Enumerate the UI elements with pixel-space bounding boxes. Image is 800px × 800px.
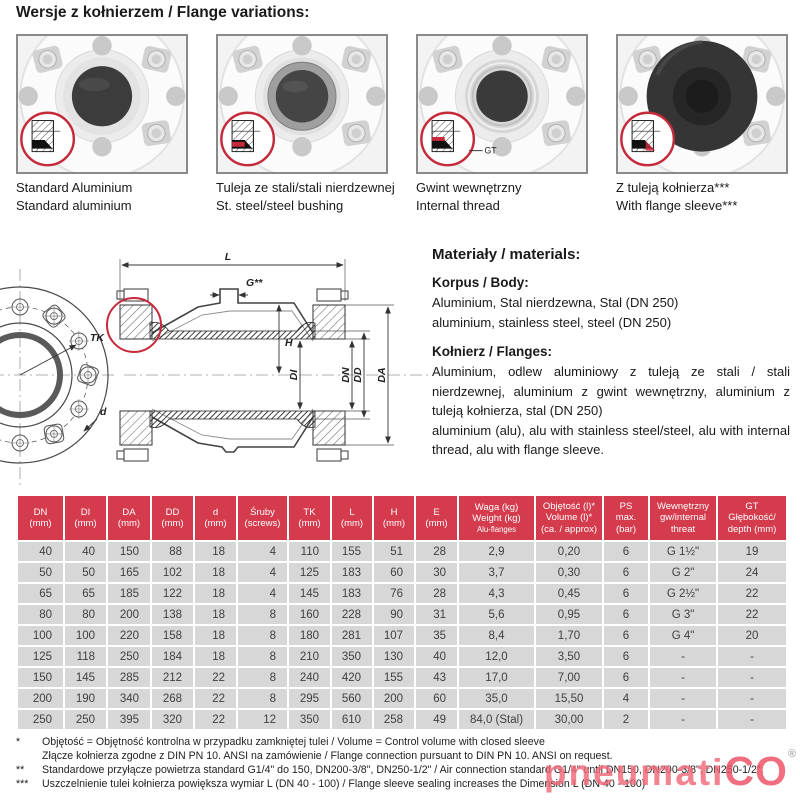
table-cell: 155 <box>332 542 372 561</box>
footnote-text: Uszczelnienie tulei kołnierza powiększa wymiar L (DN 40 - 100) / Flange sleeve sealing increases the Dimension L (DN 40 - 100) <box>42 778 646 791</box>
table-cell: 125 <box>289 563 330 582</box>
table-cell: 100 <box>65 626 106 645</box>
table-cell: 184 <box>152 647 193 666</box>
header-cell: Wewnętrzny gw/internal threat <box>650 496 716 540</box>
table-cell: 110 <box>289 542 330 561</box>
variation-card-bushing <box>216 34 395 214</box>
header-cell: DA (mm) <box>108 496 150 540</box>
table-cell: 240 <box>289 668 330 687</box>
table-cell: 18 <box>195 563 236 582</box>
table-cell: 212 <box>152 668 193 687</box>
table-cell: 190 <box>65 689 106 708</box>
header-cell: H (mm) <box>374 496 414 540</box>
footnote-text: Złącze kołnierza zgodne z DIN PN 10. ANSI na zamówienie / Flange connection pursuant to DIN PN 10. ANSI on request. <box>42 750 613 763</box>
table-cell: 7,00 <box>536 668 602 687</box>
table-cell: G 3" <box>650 605 716 624</box>
table-cell: - <box>718 710 786 729</box>
table-cell: 50 <box>18 563 63 582</box>
table-cell: - <box>650 668 716 687</box>
spec-table-body <box>18 542 786 729</box>
table-cell: 0,45 <box>536 584 602 603</box>
spec-table <box>16 494 788 731</box>
table-cell: 145 <box>65 668 106 687</box>
table-cell: 30,00 <box>536 710 602 729</box>
table-cell: 158 <box>152 626 193 645</box>
brand-logo-text: pneumati <box>543 752 725 793</box>
table-cell: 560 <box>332 689 372 708</box>
table-cell: 40 <box>65 542 106 561</box>
table-cell: 250 <box>18 710 63 729</box>
table-cell: 138 <box>152 605 193 624</box>
caption-en: Internal thread <box>416 197 500 213</box>
table-cell: 90 <box>374 605 414 624</box>
flange-variations-row <box>16 34 788 214</box>
header-cell: E (mm) <box>416 496 457 540</box>
section-detail-icon <box>421 113 473 165</box>
caption-en: Standard aluminium <box>16 197 132 213</box>
footnote-marker: ** <box>16 764 25 777</box>
table-cell: - <box>650 647 716 666</box>
table-cell: 12 <box>238 710 287 729</box>
table-cell: 100 <box>18 626 63 645</box>
table-cell: G 2" <box>650 563 716 582</box>
table-cell: 8 <box>238 668 287 687</box>
table-cell: 183 <box>332 563 372 582</box>
table-cell: 3,7 <box>459 563 534 582</box>
table-cell: 0,95 <box>536 605 602 624</box>
table-cell: 8 <box>238 647 287 666</box>
table-cell: 160 <box>289 605 330 624</box>
table-cell: 125 <box>18 647 63 666</box>
footnote-text: Standardowe przyłącze powietrza standard G1/4" do 150, DN200-3/8", DN250-1/2" / Air connection standard G1/4" until DN150, DN200-3/8", DN250-1/2". <box>42 764 764 777</box>
table-cell: 0,30 <box>536 563 602 582</box>
table-row <box>18 605 786 624</box>
table-cell: 19 <box>718 542 786 561</box>
table-cell: 6 <box>604 542 648 561</box>
table-cell: 220 <box>108 626 150 645</box>
table-cell: 88 <box>152 542 193 561</box>
section-detail-icon <box>621 113 673 165</box>
table-cell: 18 <box>195 647 236 666</box>
table-cell: 40 <box>416 647 457 666</box>
table-cell: 8 <box>238 689 287 708</box>
caption-pl: Gwint wewnętrzny <box>416 180 522 195</box>
table-cell: - <box>718 668 786 687</box>
table-cell: 183 <box>332 584 372 603</box>
header-cell: PS max. (bar) <box>604 496 648 540</box>
caption-pl: Z tuleją kołnierza*** <box>616 180 730 195</box>
dim-label-dn: DN <box>340 367 352 383</box>
table-cell: 18 <box>195 605 236 624</box>
table-cell: 350 <box>289 710 330 729</box>
table-cell: 4 <box>238 563 287 582</box>
dim-label-da: DA <box>376 367 388 383</box>
flange-photo-standard-aluminium <box>16 34 188 174</box>
flange-photo-bushing-image <box>218 36 386 172</box>
table-cell: 250 <box>108 647 150 666</box>
table-cell: 258 <box>374 710 414 729</box>
brand-logo <box>544 748 796 795</box>
table-cell: G 1½" <box>650 542 716 561</box>
flange-photo-flange-sleeve <box>616 34 788 174</box>
table-cell: 6 <box>604 668 648 687</box>
header-cell: Waga (kg) Weight (kg) Alu-flanges <box>459 496 534 540</box>
table-cell: 228 <box>332 605 372 624</box>
dim-label-d: d <box>100 406 107 418</box>
table-cell: 24 <box>718 563 786 582</box>
dim-label-dd: DD <box>352 367 364 383</box>
table-cell: 4 <box>604 689 648 708</box>
table-cell: 51 <box>374 542 414 561</box>
caption-en: With flange sleeve*** <box>616 197 738 213</box>
variation-card-thread <box>416 34 588 214</box>
materials-section <box>432 246 790 460</box>
dim-label-l: L <box>224 251 232 263</box>
table-cell: 122 <box>152 584 193 603</box>
table-cell: 8,4 <box>459 626 534 645</box>
table-cell: G 4" <box>650 626 716 645</box>
table-cell: 40 <box>18 542 63 561</box>
table-cell: 6 <box>604 647 648 666</box>
table-cell: 22 <box>195 710 236 729</box>
table-cell: 6 <box>604 563 648 582</box>
flange-photo-internal-thread <box>416 34 588 174</box>
table-cell: 15,50 <box>536 689 602 708</box>
table-cell: 320 <box>152 710 193 729</box>
table-cell: G 2½" <box>650 584 716 603</box>
table-cell: 150 <box>108 542 150 561</box>
table-cell: 200 <box>18 689 63 708</box>
table-row <box>18 563 786 582</box>
table-cell: 145 <box>289 584 330 603</box>
table-cell: 610 <box>332 710 372 729</box>
table-cell: 6 <box>604 584 648 603</box>
table-cell: 200 <box>374 689 414 708</box>
table-cell: 200 <box>108 605 150 624</box>
table-cell: 2 <box>604 710 648 729</box>
flange-photo-thread-image <box>418 36 586 172</box>
table-cell: 18 <box>195 542 236 561</box>
table-cell: 65 <box>65 584 106 603</box>
flanges-materials-pl: Aluminium, odlew aluminiowy z tuleją ze stali / stali nierdzewnej, aluminium z gwint wewnętrzny, aluminium z tuleją kołnierza, stal (DN 250) <box>432 364 790 418</box>
table-cell: 22 <box>195 689 236 708</box>
table-cell: 350 <box>332 647 372 666</box>
table-cell: 84,0 (Stal) <box>459 710 534 729</box>
table-row <box>18 647 786 666</box>
table-cell: 281 <box>332 626 372 645</box>
materials-title: Materiały / materials: <box>432 246 581 263</box>
table-cell: 107 <box>374 626 414 645</box>
flange-photo-sleeve-image <box>618 36 786 172</box>
table-cell: - <box>650 710 716 729</box>
footnote-marker: *** <box>16 778 29 791</box>
table-cell: 155 <box>374 668 414 687</box>
table-cell: 210 <box>289 647 330 666</box>
table-cell: 185 <box>108 584 150 603</box>
table-cell: 12,0 <box>459 647 534 666</box>
table-cell: 50 <box>65 563 106 582</box>
footnote-text: Objętość = Objętność kontrolna w przypadku zamkniętej tulei / Volume = Control volume with closed sleeve <box>42 736 545 748</box>
page-title: Wersje z kołnierzem / Flange variations: <box>16 4 310 21</box>
table-cell: 76 <box>374 584 414 603</box>
body-materials-pl: Aluminium, Stal nierdzewna, Stal (DN 250) <box>432 295 679 310</box>
table-cell: 22 <box>718 605 786 624</box>
header-cell: GT Głębokość/ depth (mm) <box>718 496 786 540</box>
dim-label-tk: TK <box>90 332 104 344</box>
table-row <box>18 689 786 708</box>
table-cell: 165 <box>108 563 150 582</box>
footnote-marker <box>16 749 42 763</box>
table-cell: 22 <box>718 584 786 603</box>
table-cell: 22 <box>195 668 236 687</box>
table-cell: 2,9 <box>459 542 534 561</box>
flanges-materials-en: aluminium (alu), alu with stainless steel/steel, alu with internal thread, alu with flange sleeve. <box>432 422 790 457</box>
caption-pl: Tuleja ze stali/stali nierdzewnej <box>216 180 395 195</box>
table-cell: 250 <box>65 710 106 729</box>
table-cell: 80 <box>65 605 106 624</box>
table-row <box>18 584 786 603</box>
section-detail-icon <box>21 113 73 165</box>
table-cell: 6 <box>604 605 648 624</box>
header-cell: Śruby (screws) <box>238 496 287 540</box>
table-cell: 1,70 <box>536 626 602 645</box>
dim-label-di: DI <box>288 369 300 381</box>
table-cell: 180 <box>289 626 330 645</box>
table-cell: 65 <box>18 584 63 603</box>
table-cell: - <box>718 689 786 708</box>
table-cell: 31 <box>416 605 457 624</box>
table-cell: 80 <box>18 605 63 624</box>
flange-photo-steel-bushing <box>216 34 388 174</box>
table-row <box>18 668 786 687</box>
table-cell: 28 <box>416 584 457 603</box>
footnote-marker: * <box>16 736 21 748</box>
dim-label-g: G** <box>246 277 263 289</box>
table-row <box>18 710 786 729</box>
table-row <box>18 626 786 645</box>
table-cell: - <box>650 689 716 708</box>
table-cell: 4,3 <box>459 584 534 603</box>
header-cell: L (mm) <box>332 496 372 540</box>
table-cell: 6 <box>604 626 648 645</box>
table-cell: 20 <box>718 626 786 645</box>
spec-table-head <box>18 496 786 540</box>
table-row <box>18 542 786 561</box>
table-cell: 3,50 <box>536 647 602 666</box>
table-cell: 130 <box>374 647 414 666</box>
header-cell: DN (mm) <box>18 496 63 540</box>
table-cell: 18 <box>195 584 236 603</box>
caption-pl: Standard Aluminium <box>16 180 133 195</box>
technical-drawing-image <box>0 243 430 493</box>
table-cell: 28 <box>416 542 457 561</box>
header-cell: d (mm) <box>195 496 236 540</box>
table-cell: 43 <box>416 668 457 687</box>
header-cell: Objętość (l)* Volume (l)* (ca. / approx) <box>536 496 602 540</box>
table-cell: 102 <box>152 563 193 582</box>
body-subtitle: Korpus / Body: <box>432 275 529 290</box>
table-cell: 5,6 <box>459 605 534 624</box>
table-cell: 268 <box>152 689 193 708</box>
flange-photo-standard-image <box>18 36 186 172</box>
variation-card-standard <box>16 34 188 214</box>
variation-card-sleeve <box>616 34 788 214</box>
table-cell: 4 <box>238 542 287 561</box>
table-cell: 60 <box>416 689 457 708</box>
table-cell: 8 <box>238 626 287 645</box>
table-cell: 60 <box>374 563 414 582</box>
table-cell: 35 <box>416 626 457 645</box>
flanges-subtitle: Kołnierz / Flanges: <box>432 344 553 359</box>
table-cell: 118 <box>65 647 106 666</box>
brand-logo-suffix: CO <box>724 748 788 794</box>
section-detail-icon <box>221 113 273 165</box>
table-cell: 420 <box>332 668 372 687</box>
body-materials-en: aluminium, stainless steel, steel (DN 250) <box>432 314 672 330</box>
technical-drawing <box>0 243 430 493</box>
caption-en: St. steel/steel bushing <box>216 197 344 213</box>
table-cell: 17,0 <box>459 668 534 687</box>
table-cell: 150 <box>18 668 63 687</box>
table-cell: 295 <box>289 689 330 708</box>
table-cell: 30 <box>416 563 457 582</box>
table-cell: 0,20 <box>536 542 602 561</box>
dim-label-h: H <box>285 337 293 349</box>
header-cell: DI (mm) <box>65 496 106 540</box>
registered-mark: ® <box>787 748 796 760</box>
table-cell: 395 <box>108 710 150 729</box>
header-cell: TK (mm) <box>289 496 330 540</box>
dimensions-table-wrap <box>16 494 788 731</box>
header-cell: DD (mm) <box>152 496 193 540</box>
table-cell: 49 <box>416 710 457 729</box>
table-cell: - <box>718 647 786 666</box>
table-cell: 18 <box>195 626 236 645</box>
gt-detail-label: GT <box>484 145 497 156</box>
table-cell: 8 <box>238 605 287 624</box>
footnote-volume <box>16 735 796 749</box>
table-cell: 340 <box>108 689 150 708</box>
table-cell: 4 <box>238 584 287 603</box>
table-cell: 285 <box>108 668 150 687</box>
table-cell: 35,0 <box>459 689 534 708</box>
